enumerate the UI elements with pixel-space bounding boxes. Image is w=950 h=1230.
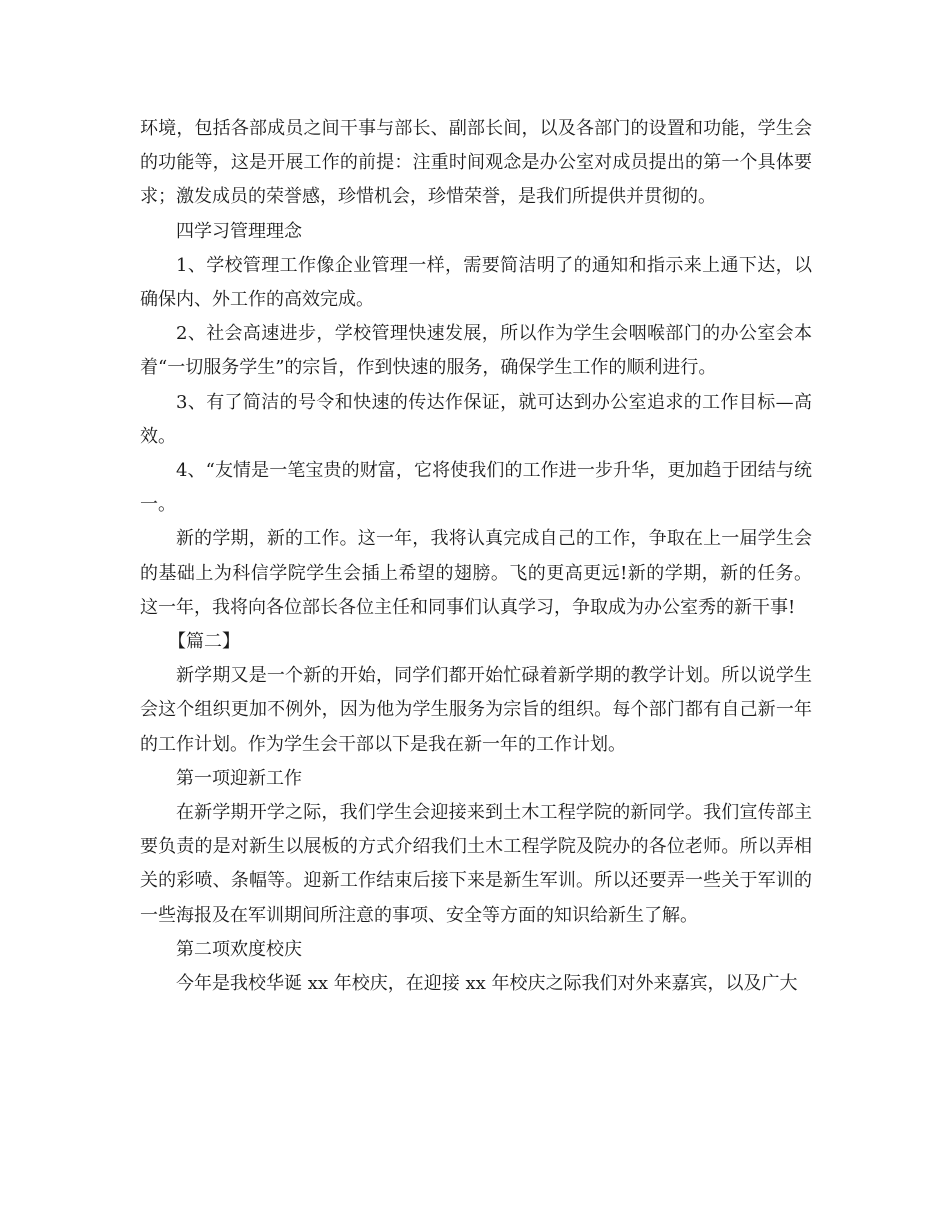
paragraph: 新的学期，新的工作。这一年，我将认真完成自己的工作，争取在上一届学生会的基础上为科信学院学生会插上希望的翅膀。飞的更高更远!新的学期，新的任务。这一年，我将向各位部长各位主任和同事们认真学习，争取成为办公室秀的新干事! — [140, 528, 812, 618]
paragraph: 新学期又是一个新的开始，同学们都开始忙碌着新学期的教学计划。所以说学生会这个组织更加不例外，因为他为学生服务为宗旨的组织。每个部门都有自己新一年的工作计划。作为学生会干部以下是我在新一年的工作计划。 — [140, 665, 812, 755]
document-body — [140, 112, 812, 1001]
section-heading: 四学习管理理念 — [176, 220, 302, 242]
part-heading: 【篇二】 — [168, 631, 240, 653]
paragraph: 今年是我校华诞 xx 年校庆，在迎接 xx 年校庆之际我们对外来嘉宾，以及广大 — [176, 973, 798, 995]
paragraph: 3、有了简洁的号令和快速的传达作保证，就可达到办公室追求的工作目标—高效。 — [140, 391, 812, 447]
paragraph: 2、社会高速进步，学校管理快速发展，所以作为学生会咽喉部门的办公室会本着“一切服务学生”的宗旨，作到快速的服务，确保学生工作的顺利进行。 — [140, 323, 812, 379]
paragraph: 在新学期开学之际，我们学生会迎接来到土木工程学院的新同学。我们宣传部主要负责的是对新生以展板的方式介绍我们土木工程学院及院办的各位老师。所以弄相关的彩喷、条幅等。迎新工作结束后接下来是新生军训。所以还要弄一些关于军训的一些海报及在军训期间所注意的事项、安全等方面的知识给新生了解。 — [140, 802, 812, 926]
section-heading: 第一项迎新工作 — [176, 767, 302, 789]
section-heading: 第二项欢度校庆 — [176, 938, 302, 960]
paragraph: 4、“友情是一笔宝贵的财富，它将使我们的工作进一步升华，更加趋于团结与统一。 — [140, 460, 812, 516]
paragraph: 环境，包括各部成员之间干事与部长、副部长间，以及各部门的设置和功能，学生会的功能等，这是开展工作的前提：注重时间观念是办公室对成员提出的第一个具体要求；激发成员的荣誉感，珍惜机会，珍惜荣誉，是我们所提供并贯彻的。 — [140, 118, 812, 208]
paragraph: 1、学校管理工作像企业管理一样，需要简洁明了的通知和指示来上通下达，以确保内、外工作的高效完成。 — [140, 254, 812, 311]
